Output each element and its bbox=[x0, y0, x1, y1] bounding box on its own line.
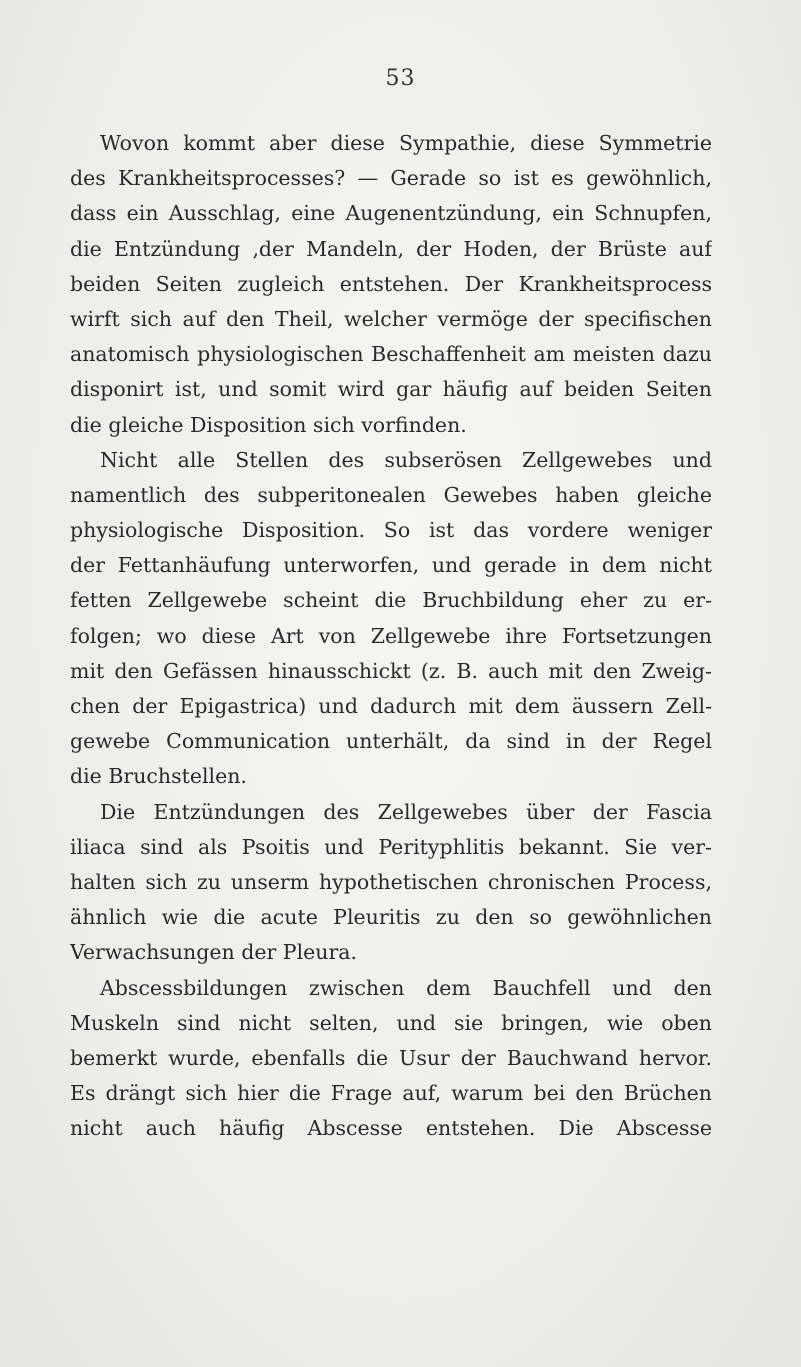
text-line: anatomisch physiologischen Beschaffenheit am meisten dazu bbox=[70, 342, 712, 367]
text-line: fetten Zellgewebe scheint die Bruchbildung eher zu er- bbox=[70, 588, 712, 613]
text-line: die Bruchstellen. bbox=[70, 764, 247, 789]
text-line: gewebe Communication unterhält, da sind in der Regel bbox=[70, 729, 712, 754]
text-line: die gleiche Disposition sich vorfinden. bbox=[70, 412, 467, 437]
text-line: Verwachsungen der Pleura. bbox=[70, 940, 357, 965]
text-line: der Fettanhäufung unterworfen, und gerade in dem nicht bbox=[70, 553, 712, 578]
text-line: Die Entzündungen des Zellgewebes über der Fascia bbox=[100, 799, 712, 824]
text-line: des Krankheitsprocesses? — Gerade so ist es gewöhnlich, bbox=[70, 166, 712, 191]
text-line: namentlich des subperitonealen Gewebes haben gleiche bbox=[70, 482, 712, 507]
page-number: 53 bbox=[385, 66, 416, 91]
text-line: physiologische Disposition. So ist das vordere weniger bbox=[70, 518, 712, 543]
text-line: halten sich zu unserm hypothetischen chronischen Process, bbox=[70, 869, 712, 894]
text-line: iliaca sind als Psoitis und Perityphlitis bekannt. Sie ver- bbox=[70, 834, 712, 859]
text-line: Es drängt sich hier die Frage auf, warum bei den Brüchen bbox=[70, 1081, 712, 1106]
text-line: wirft sich auf den Theil, welcher vermöge der specifischen bbox=[70, 306, 712, 331]
text-line: folgen; wo diese Art von Zellgewebe ihre Fortsetzungen bbox=[70, 623, 712, 648]
text-line: bemerkt wurde, ebenfalls die Usur der Bauchwand hervor. bbox=[70, 1045, 712, 1070]
text-line: die Entzündung ‚der Mandeln, der Hoden, der Brüste auf bbox=[70, 236, 712, 261]
text-line: dass ein Ausschlag, eine Augenentzündung, ein Schnupfen, bbox=[70, 201, 712, 226]
text-line: nicht auch häufig Abscesse entstehen. Die Abscesse bbox=[70, 1116, 712, 1141]
text-line: Nicht alle Stellen des subserösen Zellgewebes und bbox=[100, 447, 712, 472]
text-line: Abscessbildungen zwischen dem Bauchfell und den bbox=[100, 975, 712, 1000]
text-line: ähnlich wie die acute Pleuritis zu den so gewöhnlichen bbox=[70, 905, 712, 930]
text-line: disponirt ist, und somit wird gar häufig auf beiden Seiten bbox=[70, 377, 712, 402]
text-line: Muskeln sind nicht selten, und sie bringen, wie oben bbox=[70, 1010, 712, 1035]
text-line: Wovon kommt aber diese Sympathie, diese Symmetrie bbox=[100, 131, 712, 155]
text-line: beiden Seiten zugleich entstehen. Der Krankheitsprocess bbox=[70, 271, 712, 296]
page-text-body bbox=[70, 126, 712, 1146]
text-line: chen der Epigastrica) und dadurch mit dem äussern Zell- bbox=[70, 694, 712, 718]
text-line: mit den Gefässen hinausschickt (z. B. auch mit den Zweig- bbox=[70, 658, 712, 683]
